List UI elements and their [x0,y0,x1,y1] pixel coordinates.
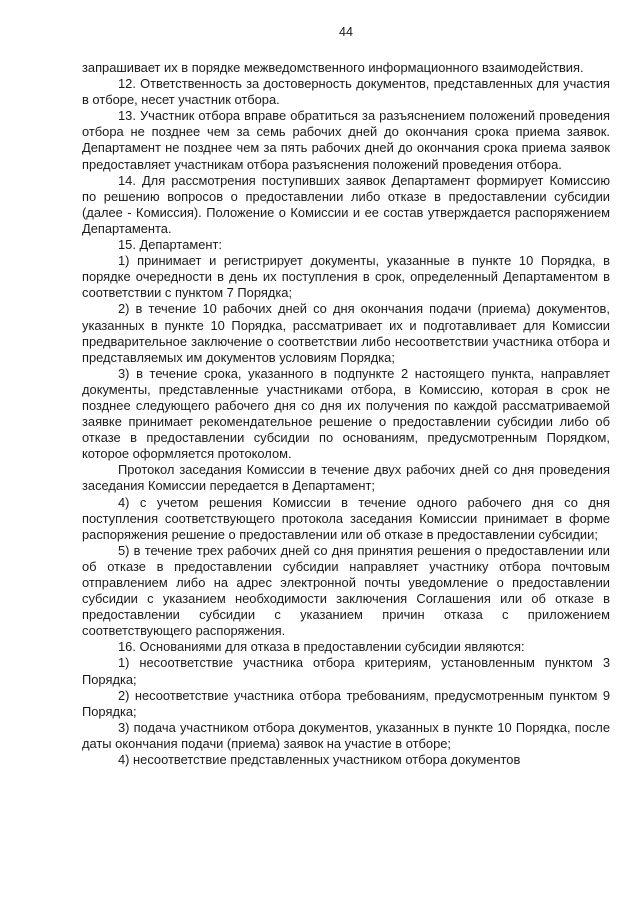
paragraph: 15. Департамент: [118,237,222,253]
paragraph: запрашивает их в порядке межведомственного информационного взаимодействия. [82,60,584,75]
paragraph: 4) несоответствие представленных участником отбора документов [118,752,521,768]
paragraph: 1) принимает и регистрирует документы, указанные в пункте 10 Порядка, в порядке очередности в день их поступления в срок, определенный Департаментом в соответствии с пунктом 7 Порядка; [82,253,610,301]
paragraph: Протокол заседания Комиссии в течение двух рабочих дней со дня проведения заседания Комиссии передается в Департамент; [82,462,610,494]
page-number: 44 [339,25,353,39]
paragraph: 12. Ответственность за достоверность документов, представленных для участия в отборе, несет участник отбора. [82,76,610,108]
paragraph: 2) несоответствие участника отбора требованиям, предусмотренным пунктом 9 Порядка; [82,687,610,719]
paragraph: 3) в течение срока, указанного в подпункте 2 настоящего пункта, направляет документы, представленные участниками отбора, в Комиссию, которая в срок не позднее следующего рабочего дня со дня их получения по каждой рассматриваемой заявке принимает рекомендательное решение о предоставлении субсидии либо об отказе в предоставлении субсидии по основаниям, предусмотренным Порядком, которое оформляется протоколом. [82,365,610,462]
document-body [82,60,610,768]
paragraph: 16. Основаниями для отказа в предоставлении субсидии являются: [118,639,525,655]
paragraph: 2) в течение 10 рабочих дней со дня окончания подачи (приема) документов, указанных в пункте 10 Порядка, рассматривает их и подготавливает для Комиссии предварительное заключение о соответствии либо несоответствии участника отбора и представляемых им документов условиям Порядка; [82,301,610,365]
paragraph: 14. Для рассмотрения поступивших заявок Департамент формирует Комиссию по решению вопросов о предоставлении либо отказе в предоставлении субсидии (далее - Комиссия). Положение о Комиссии и ее состав утверждается распоряжением Департамента. [82,172,610,236]
paragraph: 3) подача участником отбора документов, указанных в пункте 10 Порядка, после даты окончания подачи (приема) заявок на участие в отборе; [82,719,610,751]
paragraph: 5) в течение трех рабочих дней со дня принятия решения о предоставлении или об отказе в предоставлении субсидии направляет участнику отбора почтовым отправлением либо на адрес электронной почты уведомление о предоставлении субсидии с указанием необходимости заключения Соглашения или об отказе в предоставлении субсидии с указанием причин отказа с приложением соответствующего распоряжения. [82,542,610,639]
paragraph: 13. Участник отбора вправе обратиться за разъяснением положений проведения отбора не позднее чем за семь рабочих дней до окончания срока приема заявок. Департамент не позднее чем за пять рабочих дней до окончания срока приема заявок предоставляет участникам отбора разъяснения положений проведения отбора. [82,108,610,172]
paragraph: 1) несоответствие участника отбора критериям, установленным пунктом 3 Порядка; [82,655,610,687]
paragraph: 4) с учетом решения Комиссии в течение одного рабочего дня со дня поступления соответствующего протокола заседания Комиссии принимает в форме распоряжения решение о предоставлении или об отказе в предоставлении субсидии; [82,494,610,542]
